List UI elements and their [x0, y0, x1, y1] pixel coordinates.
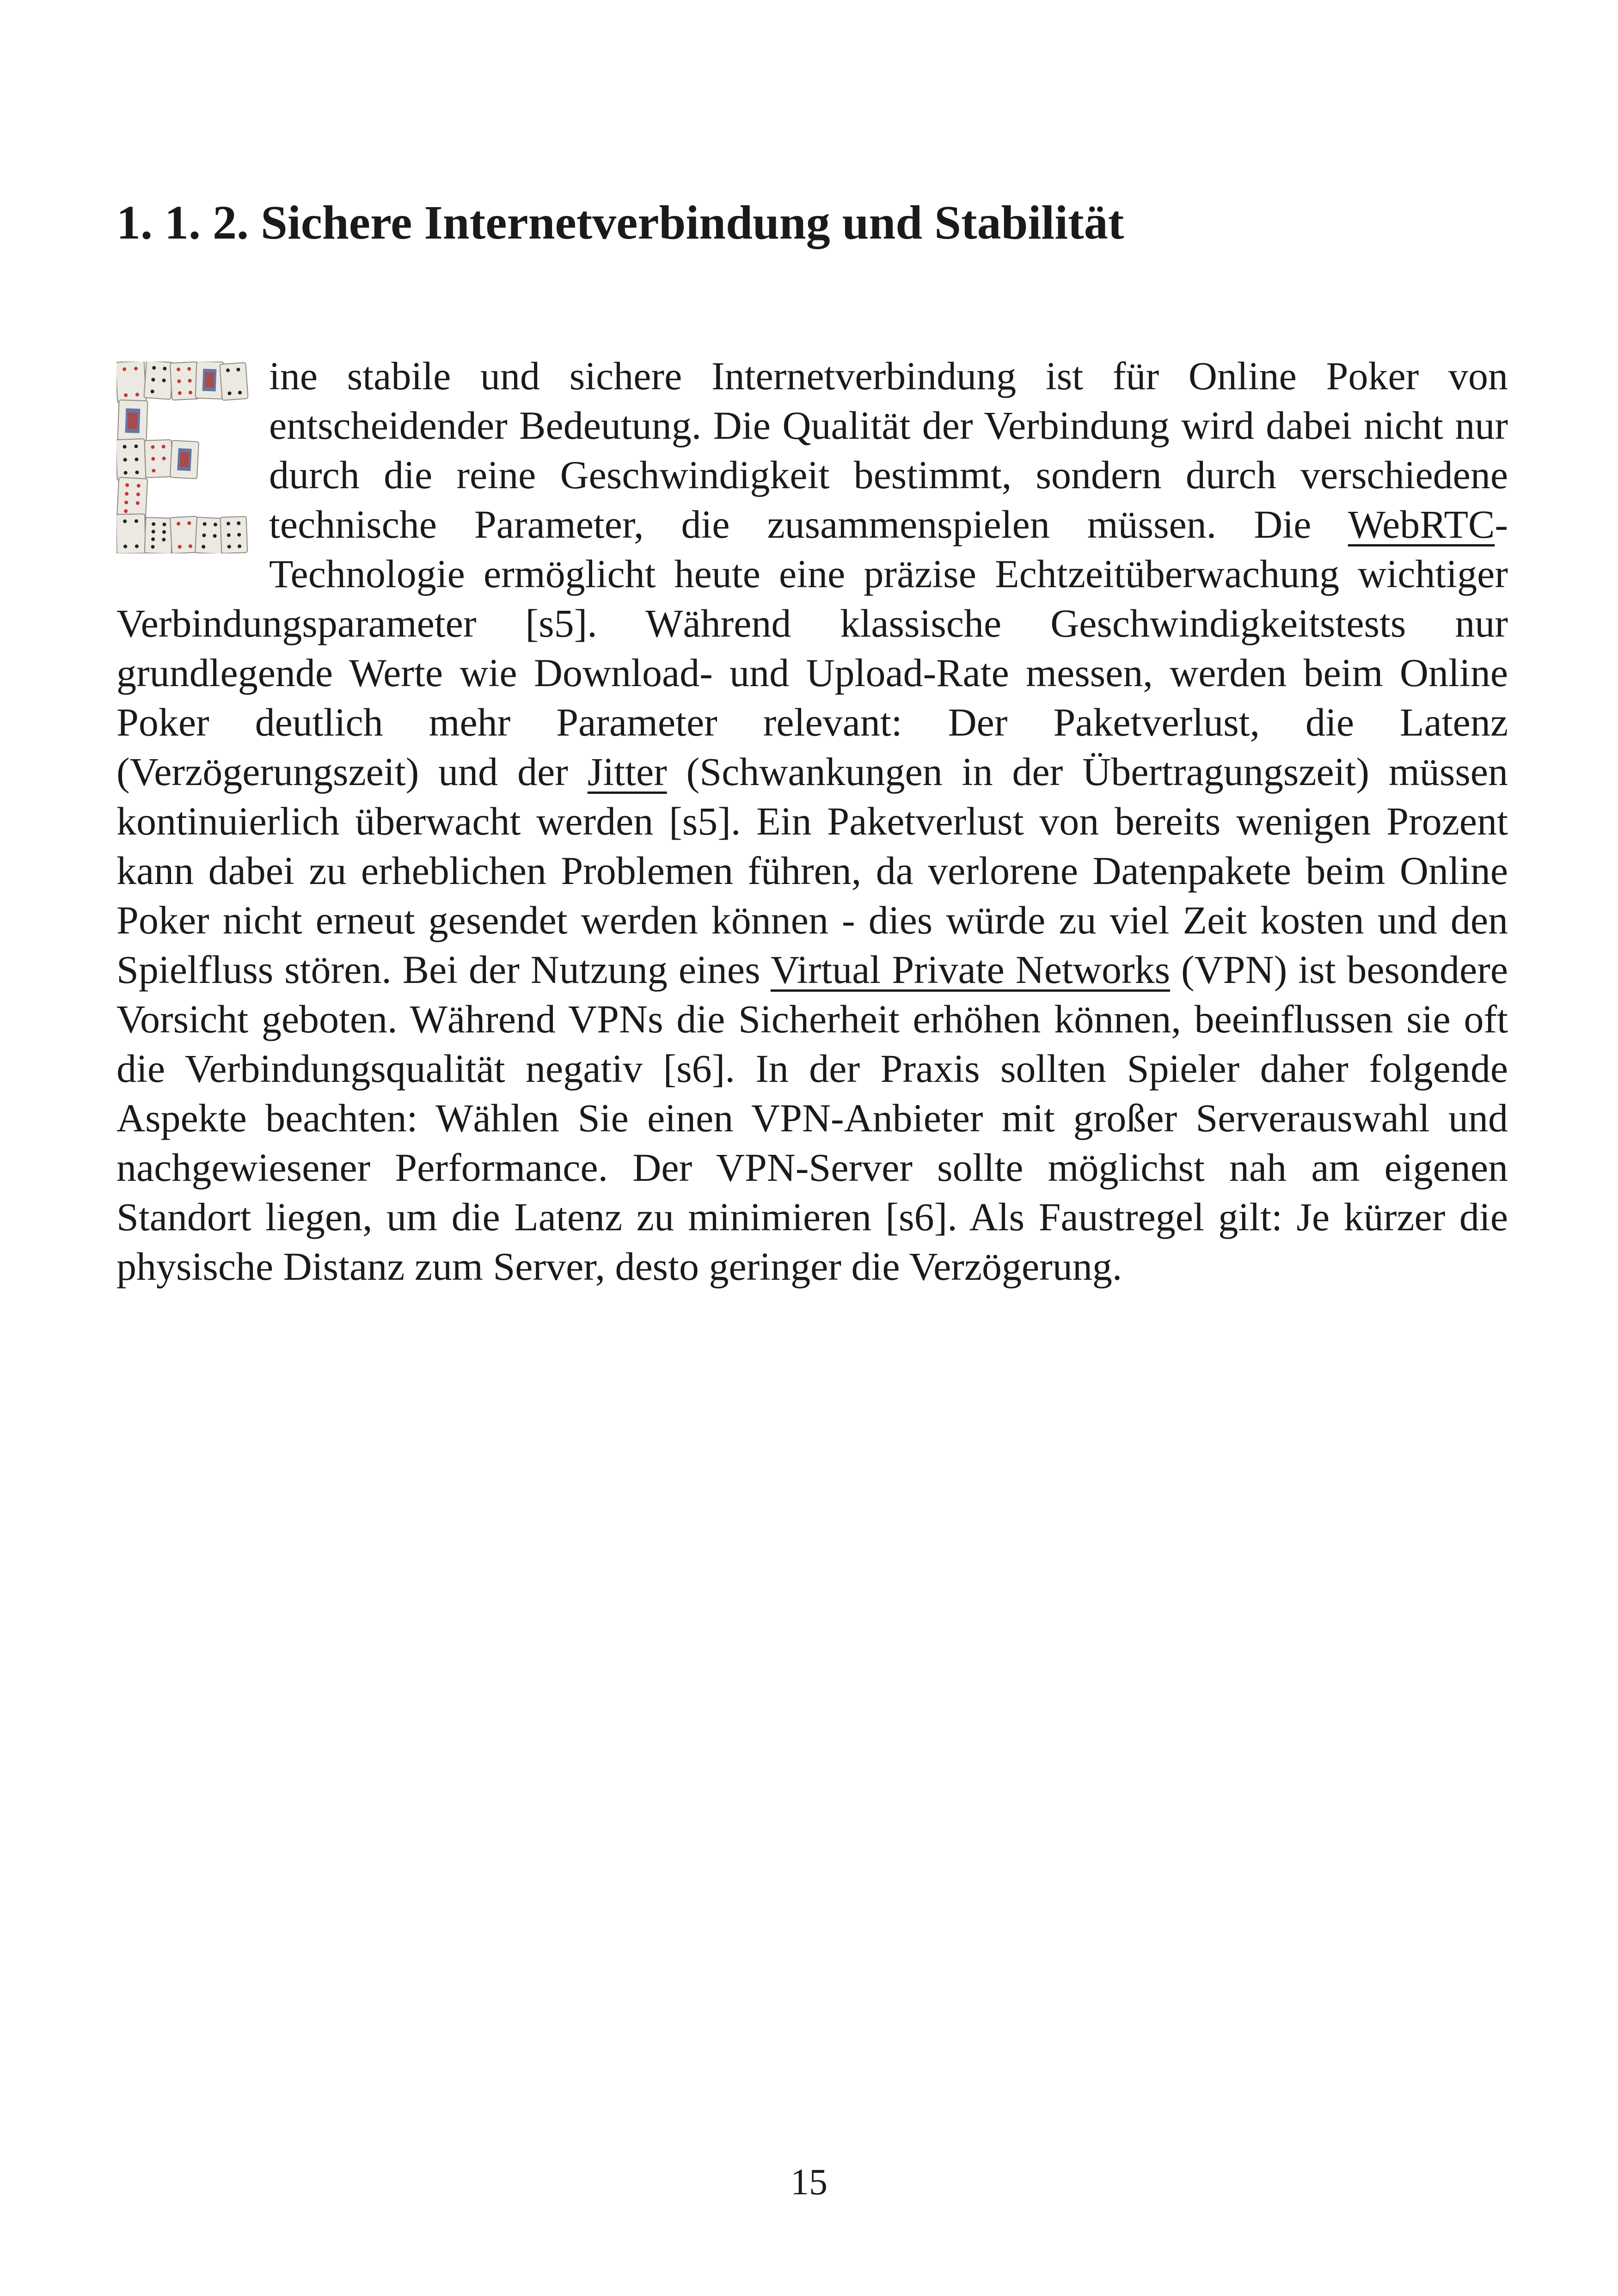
playing-card [170, 516, 199, 553]
card-letter-e-graphic [116, 362, 248, 553]
paragraph-text-1: ine stabile und sichere Internetverbindung ist für Online Poker von entscheidender Bedeutung. Die Qualität der Verbindung wird dabei nicht nur durch die reine Geschwindigkeit bestimmt, sondern durch verschiedene technische Parameter, die zusammenspielen müssen. Die [269, 354, 1508, 546]
playing-card [116, 439, 146, 480]
playing-card [117, 477, 148, 519]
vpn-link[interactable]: Virtual Private Networks [770, 947, 1171, 992]
playing-card [221, 516, 248, 553]
section-heading: 1. 1. 2. Sichere Internetverbindung und Stabilität [116, 196, 1124, 249]
playing-card [145, 440, 173, 478]
playing-card [196, 362, 224, 399]
webrtc-link[interactable]: WebRTC [1348, 502, 1495, 546]
playing-card [116, 514, 146, 553]
paragraph-text-3: (Schwankungen in der Übertragungszeit) müssen kontinuierlich überwacht werden [s5]. Ein Paketverlust von bereits wenigen Prozent kann dabei zu erheblichen Problemen führen, da verlorene Datenpakete beim Online Poker nicht erneut gesendet werden können - dies würde zu viel Zeit kosten und den Spielfluss stören. Bei der Nutzung eines [116, 749, 1508, 992]
playing-card [116, 362, 146, 403]
playing-card [170, 441, 199, 479]
playing-card [144, 362, 173, 399]
playing-card-dropcap-image [116, 362, 248, 553]
paragraph-text-2: -Technologie ermöglicht heute eine präzise Echtzeitüberwachung wichtiger Verbindungsparameter [s5]. Während klassische Geschwindigkeitstests nur grundlegende Werte wie Download- und Upload-Rate messen, werden beim Online Poker deutlich mehr Parameter relevant: Der Paketverlust, die Latenz (Verzögerungszeit) und der [116, 502, 1508, 794]
playing-card [195, 517, 224, 553]
playing-card [220, 362, 248, 400]
body-paragraph [116, 351, 1508, 1291]
playing-card [145, 517, 173, 553]
jitter-link[interactable]: Jitter [587, 749, 667, 794]
playing-card [170, 362, 199, 400]
paragraph-text-4: (VPN) ist besondere Vorsicht geboten. Während VPNs die Sicherheit erhöhen können, beeinflussen sie oft die Verbindungsqualität negativ [s6]. In der Praxis sollten Spieler daher folgende Aspekte beachten: Wählen Sie einen VPN-Anbieter mit großer Serverauswahl und nachgewiesener Performance. Der VPN-Server sollte möglichst nah am eigenen Standort liegen, um die Latenz zu minimieren [s6]. Als Faustregel gilt: Je kürzer die physische Distanz zum Server, desto geringer die Verzögerung. [116, 947, 1508, 1289]
playing-card [117, 400, 147, 442]
page-number: 15 [791, 2162, 827, 2203]
